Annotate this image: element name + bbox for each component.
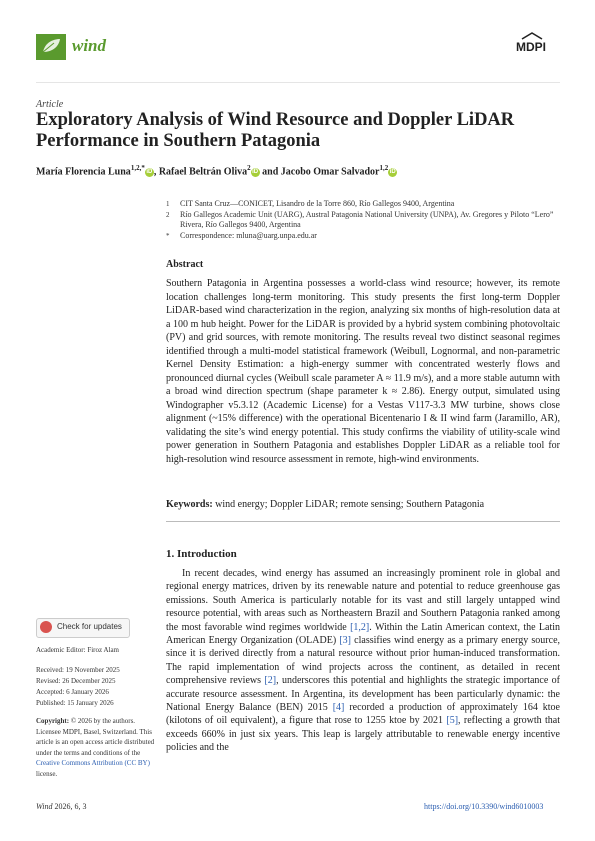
intro-text: , reflecting a growth that exceeds 660% in just six years. This leap is largely attributable to renewable energy incentive policies and the: [166, 715, 560, 754]
journal-name: wind: [72, 36, 107, 55]
license-end: license.: [36, 769, 58, 778]
intro-text: In recent decades, wind energy has assumed an increasingly prominent role in global and regional energy matrices, driven by its renewable nature and potential to reduce greenhouse gas emissions. South America is particularly notable for its vast and still largely untapped wind resource potential, with areas such as Northeastern Brazil and Southern Patagonia ranked among the most favorable wind regimes worldwide: [166, 568, 560, 633]
author-list: [36, 164, 397, 177]
author-affil-mark: 1,2: [379, 164, 389, 172]
author-affil-mark: 1,2,*: [130, 164, 145, 172]
header-divider: [36, 82, 560, 83]
orcid-icon[interactable]: iD: [389, 169, 396, 176]
citation-footer: [36, 802, 86, 811]
citation-link[interactable]: [3]: [339, 635, 351, 647]
affiliation-mark: *: [166, 231, 170, 240]
citation-link[interactable]: [5]: [446, 715, 459, 727]
citation-link[interactable]: [2]: [264, 675, 277, 687]
mdpi-logo-icon: [520, 32, 544, 40]
footer-journal: Wind: [36, 802, 53, 811]
date-revised: Revised: 26 December 2025: [36, 677, 116, 685]
copyright-notice: [36, 716, 156, 780]
date-received: Received: 19 November 2025: [36, 666, 120, 674]
keywords-text: wind energy; Doppler LiDAR; remote sensing; Southern Patagonia: [215, 499, 485, 510]
affiliation-mark: 1: [166, 200, 170, 208]
author-separator: ,: [153, 166, 159, 178]
intro-text: recorded a production of approximately 164 ktoe (kilotons of oil equivalent), a figure that rose to 1255 ktoe by 2021: [166, 702, 561, 727]
citation-link[interactable]: [1,2]: [350, 621, 370, 633]
affiliation-text: CIT Santa Cruz—CONICET, Lisandro de la Torre 860, Río Gallegos 9400, Argentina: [180, 199, 455, 208]
date-accepted: Accepted: 6 January 2026: [36, 688, 109, 696]
license-link[interactable]: Creative Commons Attribution (CC BY): [36, 759, 150, 768]
footer-volume: 2026, 6, 3: [52, 802, 87, 811]
section-heading: 1. Introduction: [166, 548, 237, 560]
affiliation-item: [166, 210, 566, 231]
intro-paragraph: [166, 567, 560, 755]
leaf-icon: [40, 37, 62, 55]
doi-link[interactable]: https://doi.org/10.3390/wind6010003: [424, 802, 544, 811]
affiliation-mark: 2: [166, 210, 170, 219]
correspondence: [166, 231, 566, 242]
orcid-icon[interactable]: iD: [146, 169, 153, 176]
article-type: Article: [36, 99, 64, 110]
keywords-label: Keywords:: [166, 499, 213, 510]
affiliation-text: Río Gallegos Academic Unit (UARG), Austral Patagonia National University (UNPA), Av. Gregores y Piloto “Lero” Rivera, Río Gallegos 9400, Argentina: [180, 209, 554, 229]
author-affil-mark: 2: [247, 164, 251, 172]
section-divider: [166, 521, 560, 522]
correspondence-text[interactable]: Correspondence: mluna@uarg.unpa.edu.ar: [180, 230, 317, 240]
check-updates-label[interactable]: Check for updates: [57, 622, 122, 631]
author-name[interactable]: Rafael Beltrán Oliva: [158, 166, 248, 178]
abstract-heading: Abstract: [166, 259, 204, 270]
affiliations: [166, 199, 566, 241]
citation-link[interactable]: [4]: [332, 702, 345, 714]
orcid-icon[interactable]: iD: [252, 169, 259, 176]
check-updates-icon: [40, 621, 52, 633]
date-published: Published: 15 January 2026: [36, 699, 114, 707]
keywords: [166, 499, 560, 510]
article-title: Exploratory Analysis of Wind Resource and Doppler LiDAR Performance in Southern Patagonia: [36, 110, 515, 151]
abstract-text: Southern Patagonia in Argentina possesses a world-class wind resource; however, its remote location challenges long-term monitoring. This study presents the first long-term Doppler LiDAR-based wind characterization in the region, analyzing six months of high-resolution data at a 100 m hub height. Power for the LiDAR is provided by a hybrid system combining photovoltaic (PV) and grid sources, with remote monitoring. The results reveal two distinct seasonal regimes identified through a multi-model statistical framework (Weibull, Lognormal, and non-parametric Kernel Density Estimation: a high-energy summer with concentrated westerly flows and pronounced diurnal cycles (Weibull scale parameter A ≈ 11.9 m/s), and a more stable autumn with a broad wind direction spectrum (shape parameter k ≈ 2.86). Energy output, simulated using Windographer v5.3.12 (Academic License) for a Vestas V117-3.3 MW turbine, shows close alignment (~15% difference) with the operational Bicentenario I & II wind farm (Jaramillo, AR), validating the site’s wind energy potential. This study confirms the viability of utility-scale wind power generation in Southern Patagonia and establishes Doppler LiDAR as a reliable tool for high-resolution wind resource assessment in remote, high-wind environments.: [166, 278, 560, 465]
publisher-logo: MDPI: [516, 40, 546, 54]
copyright-text: © 2026 by the authors. Licensee MDPI, Basel, Switzerland. This article is an open access article distributed under the terms and conditions of the: [36, 717, 155, 757]
intro-text: , underscores this potential and highlights the strategic importance of accurate resource assessment. In Argentina, its development has been particularly dynamic: the National Energy Balance (BEN) 2015: [166, 675, 560, 714]
copyright-label: Copyright:: [36, 717, 70, 725]
author-name[interactable]: María Florencia Luna: [36, 166, 131, 178]
academic-editor: Academic Editor: Firoz Alam: [36, 646, 120, 654]
author-name[interactable]: Jacobo Omar Salvador: [280, 166, 380, 178]
intro-text: classifies wind energy as a primary energy source, since it is derived directly from a natural resource without prior human-induced transformation. The rapid implementation of wind projects across the continent, as detailed in recent comprehensive reviews: [166, 635, 561, 687]
intro-text: . Within the Latin American context, the Latin American Energy Organization (OLADE): [166, 621, 561, 647]
author-separator: and: [259, 166, 281, 178]
affiliation-item: [166, 199, 566, 210]
